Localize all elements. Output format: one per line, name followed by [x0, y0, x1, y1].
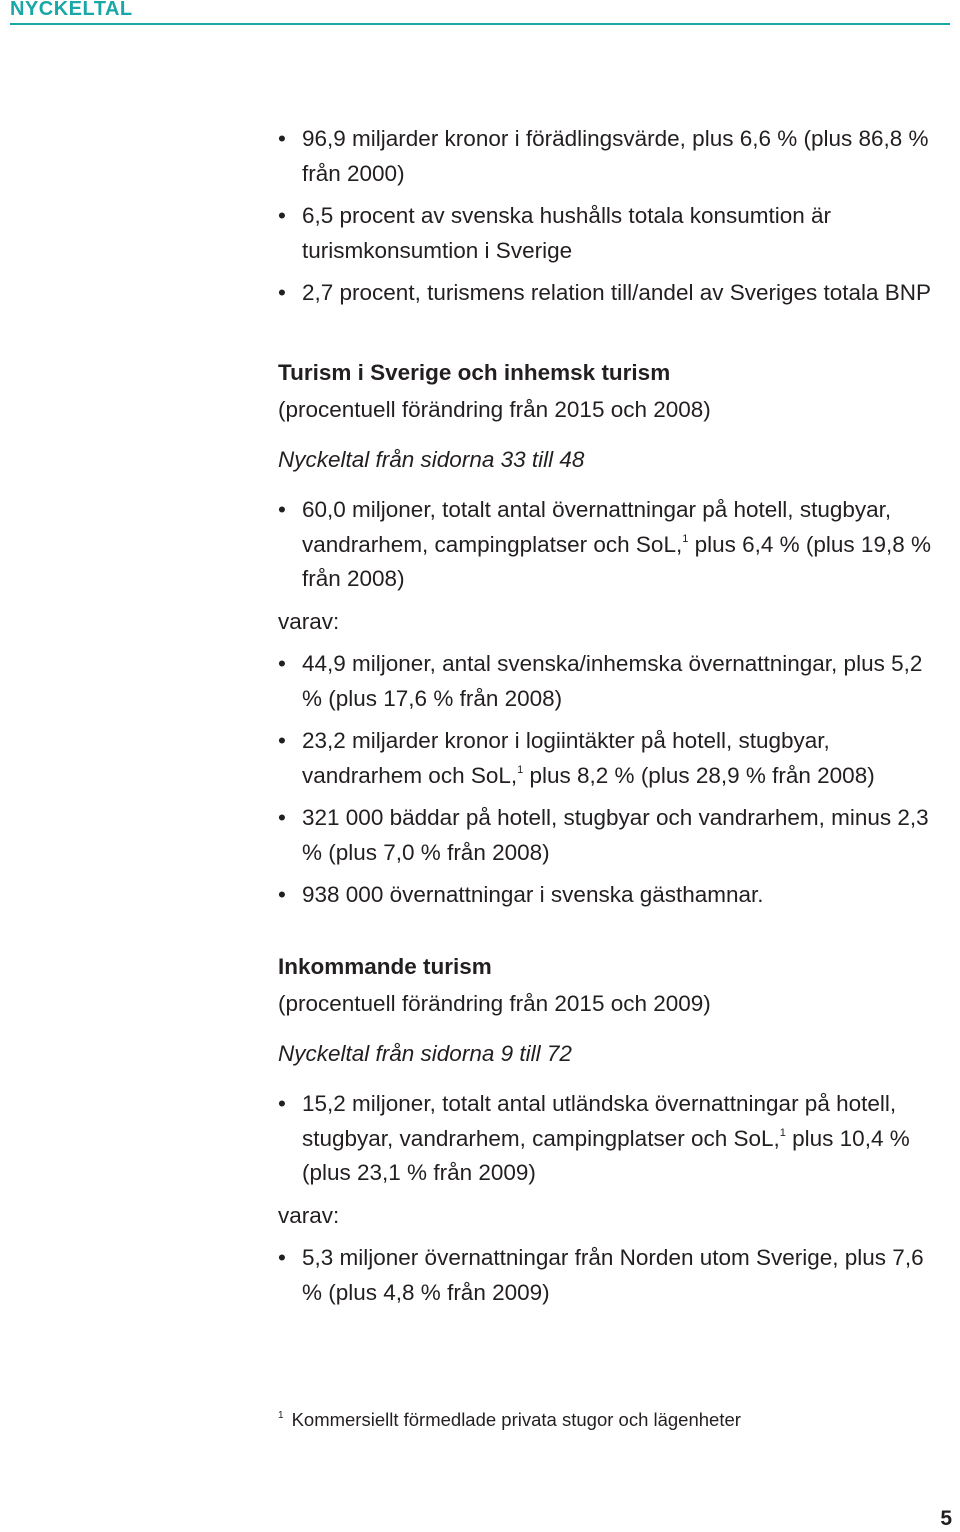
- list-item: • 23,2 miljarder kronor i logiintäkter på hotell, stugbyar, vandrarhem och SoL,$^1$ plus 8,2 % (plus 28,9 % från 2008): [278, 724, 938, 793]
- inbound-heading: Inkommande turism: [278, 953, 492, 979]
- list-item: • 15,2 miljoner, totalt antal utländska övernattningar på hotell, stugbyar, vandrarhem, campingplatser och SoL,$^1$ plus 10,4 % (plus 23,1 % från 2009): [278, 1087, 938, 1191]
- footnote-ref: 1: [682, 532, 689, 545]
- domestic-source: Nyckeltal från sidorna 33 till 48: [278, 446, 585, 472]
- footnote-ref: 1: [517, 763, 524, 776]
- list-item: • 5,3 miljoner övernattningar från Norden utom Sverige, plus 7,6 % (plus 4,8 % från 2009): [278, 1241, 938, 1310]
- footnote-ref: 1: [779, 1126, 786, 1139]
- inbound-source: Nyckeltal från sidorna 9 till 72: [278, 1040, 572, 1066]
- bullet-icon: •: [278, 805, 286, 830]
- footnote-text: Kommersiellt förmedlade privata stugor och lägenheter: [291, 1409, 741, 1430]
- list-item: • 6,5 procent av svenska hushålls totala konsumtion är turismkonsumtion i Sverige: [278, 199, 938, 268]
- main-content: [278, 122, 938, 1310]
- section-header-label: NYCKELTAL: [10, 0, 133, 20]
- domestic-subtitle: (procentuell förändring från 2015 och 2008): [278, 396, 711, 422]
- varav-label: varav:: [278, 1202, 340, 1228]
- inbound-sub-list: [278, 1241, 938, 1310]
- bullet-icon: •: [278, 497, 286, 522]
- bullet-icon: •: [278, 126, 286, 151]
- inbound-subtitle: (procentuell förändring från 2015 och 2009): [278, 990, 711, 1016]
- footnote: [278, 1408, 741, 1432]
- key-figures-list: [278, 122, 938, 311]
- header-divider: [10, 23, 950, 25]
- domestic-heading: Turism i Sverige och inhemsk turism: [278, 359, 671, 385]
- bullet-icon: •: [278, 1091, 286, 1116]
- bullet-icon: •: [278, 280, 286, 305]
- bullet-icon: •: [278, 651, 286, 676]
- page-number: 5: [940, 1507, 952, 1530]
- varav-label: varav:: [278, 608, 340, 634]
- inbound-lead-list: [278, 1087, 938, 1191]
- bullet-icon: •: [278, 882, 286, 907]
- list-item: • 44,9 miljoner, antal svenska/inhemska övernattningar, plus 5,2 % (plus 17,6 % från 2008): [278, 647, 938, 716]
- list-item: • 96,9 miljarder kronor i förädlingsvärde, plus 6,6 % (plus 86,8 % från 2000): [278, 122, 938, 191]
- list-item: • 2,7 procent, turismens relation till/andel av Sveriges totala BNP: [278, 276, 938, 311]
- list-item: • 60,0 miljoner, totalt antal övernattningar på hotell, stugbyar, vandrarhem, campingplatser och SoL,$^1$ plus 6,4 % (plus 19,8 % från 2008): [278, 493, 938, 597]
- domestic-lead-list: [278, 493, 938, 597]
- bullet-icon: •: [278, 203, 286, 228]
- footnote-marker: 1: [278, 1410, 284, 1421]
- bullet-icon: •: [278, 728, 286, 753]
- bullet-icon: •: [278, 1245, 286, 1270]
- domestic-sub-list: [278, 647, 938, 913]
- list-item: • 938 000 övernattningar i svenska gästhamnar.: [278, 878, 938, 913]
- list-item: • 321 000 bäddar på hotell, stugbyar och vandrarhem, minus 2,3 % (plus 7,0 % från 2008): [278, 801, 938, 870]
